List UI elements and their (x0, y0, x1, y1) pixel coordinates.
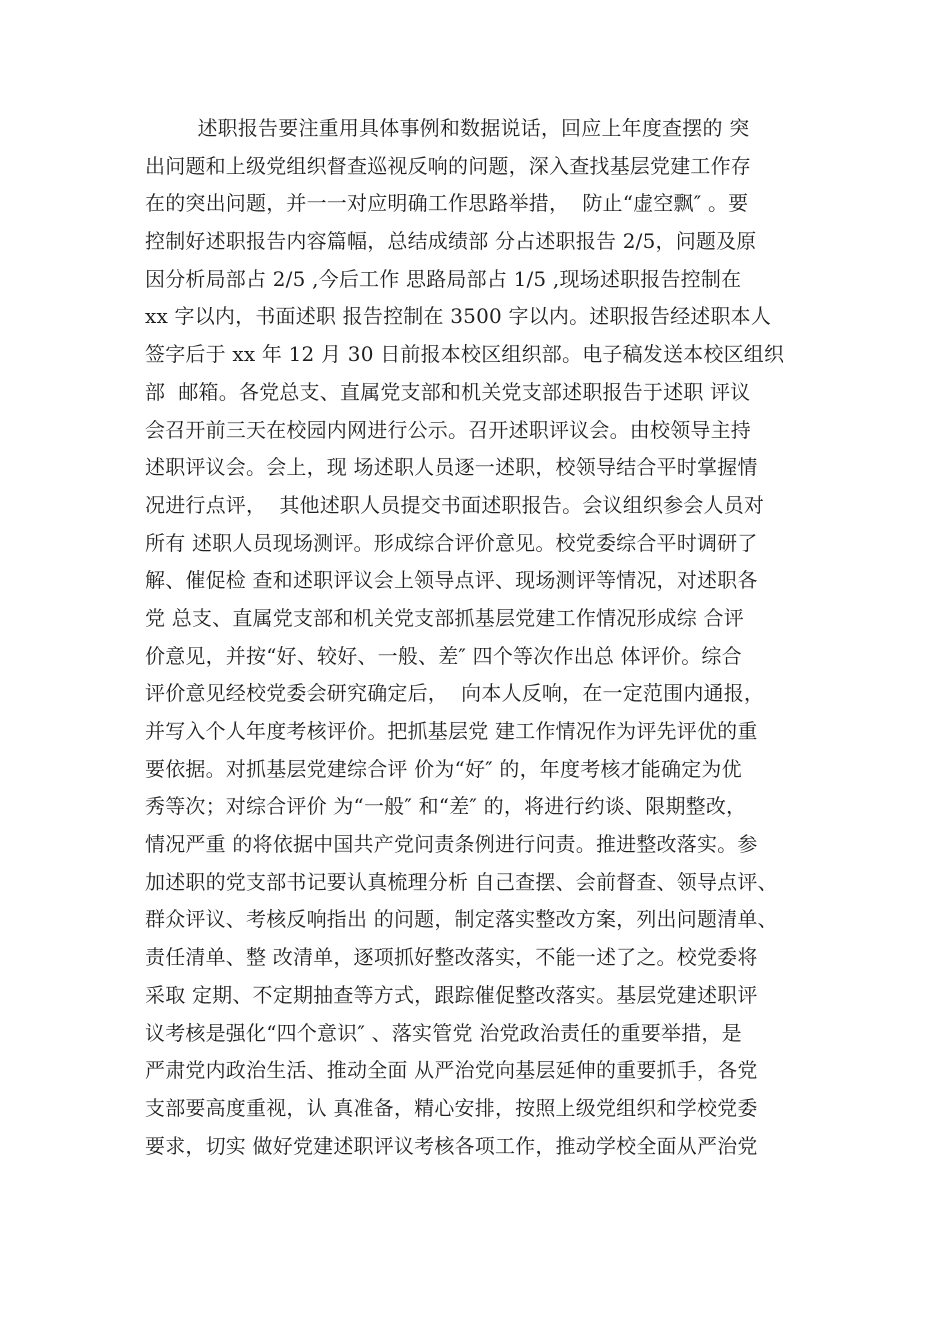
text-line: 秀等次；对综合评价 为“一般″ 和“差″ 的，将进行约谈、限期整改， (145, 794, 747, 819)
text-line: 加述职的党支部书记要认真梳理分析 自己查摆、会前督查、领导点评、 (145, 869, 778, 894)
text-line: 要求，切实 做好党建述职评议考核各项工作，推动学校全面从严治党 (145, 1133, 758, 1158)
text-line: 严肃党内政治生活、推动全面 从严治党向基层延伸的重要抓手，各党 (145, 1058, 758, 1083)
text-line: 群众评议、考核反响指出 的问题，制定落实整改方案，列出问题清单、 (145, 907, 778, 932)
document-body (145, 110, 835, 1165)
text-line: 因分析局部占 2/5 ,今后工作 思路局部占 1/5 ,现场述职报告控制在 (145, 266, 742, 291)
text-line: xx 字以内，书面述职 报告控制在 3500 字以内。述职报告经述职本人 (145, 304, 772, 329)
text-line: 评价意见经校党委会研究确定后， 向本人反响，在一定范围内通报， (145, 681, 765, 706)
text-line: 并写入个人年度考核评价。把抓基层党 建工作情况作为评先评优的重 (145, 719, 758, 743)
text-line: 况进行点评， 其他述职人员提交书面述职报告。会议组织参会人员对 (145, 492, 765, 517)
text-line: 要依据。对抓基层党建综合评 价为“好″ 的，年度考核才能确定为优 (145, 756, 742, 781)
text-line: 支部要高度重视，认 真准备，精心安排，按照上级党组织和学校党委 (145, 1095, 758, 1120)
text-line: 会召开前三天在校园内网进行公示。召开述职评议会。由校领导主持 (145, 417, 751, 442)
text-line: 出问题和上级党组织督查巡视反响的问题，深入查找基层党建工作存 (145, 153, 751, 178)
text-line: 情况严重 的将依据中国共产党问责条例进行问责。推进整改落实。参 (145, 832, 758, 857)
text-line: 控制好述职报告内容篇幅，总结成绩部 分占述职报告 2/5，问题及原 (145, 229, 757, 254)
text-line: 在的突出问题，并一一对应明确工作思路举措， 防止“虚空飘″ 。要 (145, 191, 749, 216)
text-line: 签字后于 xx 年 12 月 30 日前报本校区组织部。电子稿发送本校区组织 (145, 342, 785, 367)
text-line: 采取 定期、不定期抽查等方式，跟踪催促整改落实。基层党建述职评 (145, 982, 758, 1007)
text-line: 所有 述职人员现场测评。形成综合评价意见。校党委综合平时调研了 (145, 530, 758, 555)
text-line: 议考核是强化“四个意识″ 、落实管党 治党政治责任的重要举措，是 (145, 1020, 742, 1045)
text-line: 解、催促检 查和述职评议会上领导点评、现场测评等情况，对述职各 (145, 568, 758, 593)
text-line: 价意见，并按“好、较好、一般、差″ 四个等次作出总 体评价。综合 (145, 643, 742, 668)
text-line: 述职报告要注重用具体事例和数据说话，回应上年度查摆的 突 (145, 116, 750, 140)
text-line: 述职评议会。会上，现 场述职人员逐一述职，校领导结合平时掌握情 (145, 455, 758, 480)
text-line: 党 总支、直属党支部和机关党支部抓基层党建工作情况形成综 合评 (145, 605, 744, 630)
text-line: 部 邮箱。各党总支、直属党支部和机关党支部述职报告于述职 评议 (145, 379, 751, 404)
text-line: 责任清单、整 改清单，逐项抓好整改落实，不能一述了之。校党委将 (145, 945, 758, 970)
